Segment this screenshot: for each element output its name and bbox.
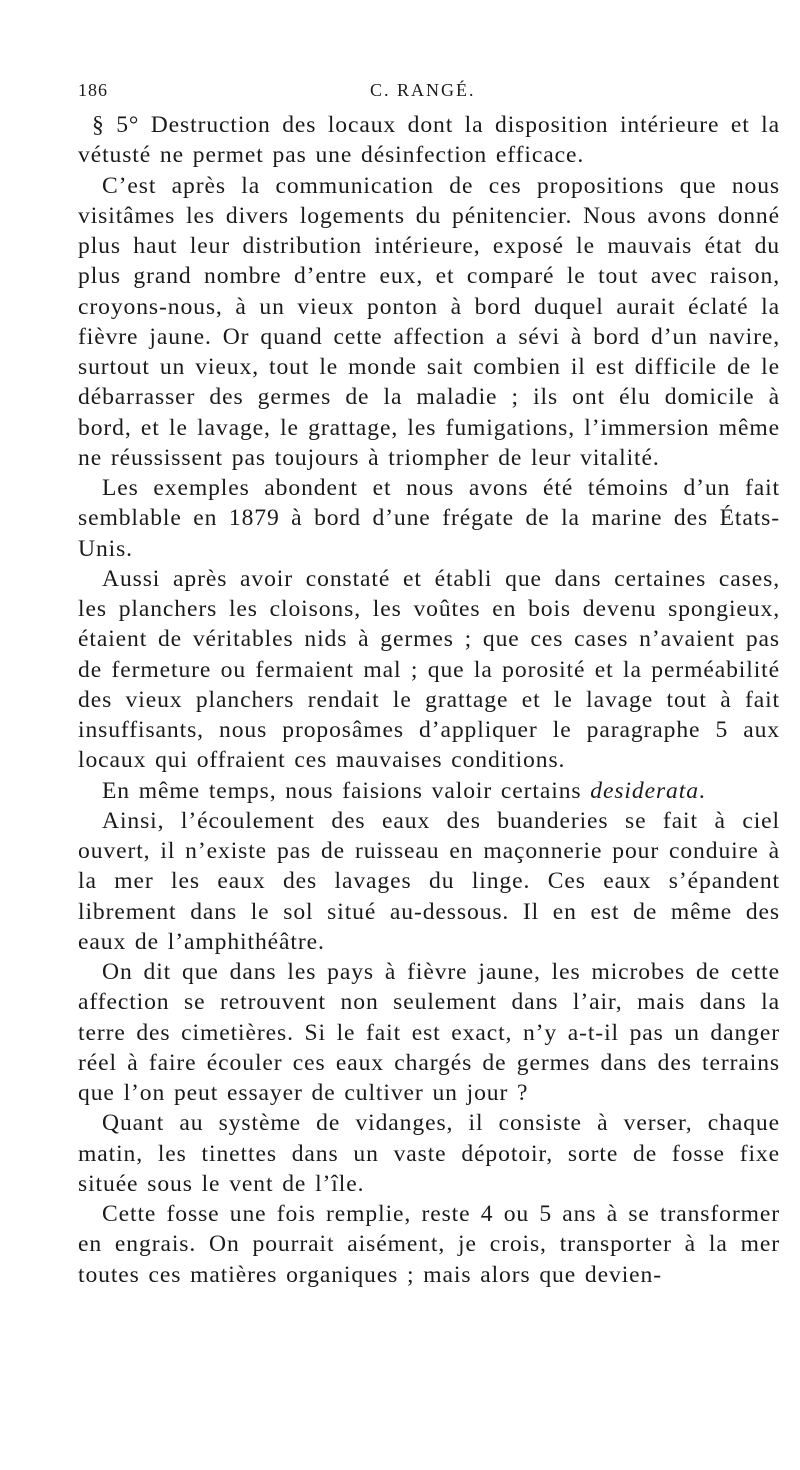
desiderata-lead: En même temps, nous faisions valoir certains [102, 777, 582, 804]
paragraph-fosse: Cette fosse une fois remplie, reste 4 ou 5 ans à se transformer en engrais. On pourrait aisément, je crois, transporter à la mer toutes ces matières organiques ; mais alors que devien- [78, 1201, 780, 1288]
paragraph-desiderata-intro [78, 776, 780, 806]
body-text [78, 110, 780, 1290]
paragraph-visite-des-logements: C’est après la communication de ces propositions que nous visitâmes les divers logements du pénitencier. Nous avons donné plus haut leur distribution intérieure, exposé le mauvais état du plus grand nombre d’entre eux, et comparé le tout avec raison, croyons-nous, à un vieux ponton à bord duquel aurait éclaté la fièvre jaune. Or quand cette affection a sévi à bord d’un navire, surtout un vieux, tout le monde sait combien il est difficile de le débarrasser des germes de la maladie ; ils ont élu domicile à bord, et le lavage, le grattage, les fumigations, l’immersion même ne réussissent pas toujours à triompher de leur vitalité. [78, 172, 780, 471]
paragraph-destruction-des-locaux: § 5° Destruction des locaux dont la disposition intérieure et la vétusté ne permet pas une désinfection efficace. [78, 112, 780, 169]
paragraph-ecoulement-des-eaux: Ainsi, l’écoulement des eaux des buanderies se fait à ciel ouvert, il n’existe pas de ruisseau en maçonnerie pour conduire à la mer les eaux des lavages du linge. Ces eaux s’épandent librement dans le sol situé au-dessous. Il en est de même des eaux de l’amphithéâtre. [78, 807, 780, 955]
desiderata-term: desiderata [590, 777, 699, 804]
page-header-title: C. RANGÉ. [370, 80, 476, 100]
running-head [78, 80, 780, 110]
paragraph-constatations: Aussi après avoir constaté et établi que dans certaines cases, les planchers les cloisons, les voûtes en bois devenu spongieux, étaient de véritables nids à germes ; que ces cases n’avaient pas de fermeture ou fermaient mal ; que la porosité et la perméabilité des vieux planchers rendait le grattage et le lavage tout à fait insuffisants, nous proposâmes d’appliquer le paragraphe 5 aux locaux qui offraient ces mauvaises conditions. [78, 565, 780, 774]
desiderata-tail: . [698, 777, 706, 804]
paragraph-vidanges: Quant au système de vidanges, il consiste à verser, chaque matin, les tinettes dans un vaste dépotoir, sorte de fosse fixe située sous le vent de l’île. [78, 1110, 780, 1197]
paragraph-microbes: On dit que dans les pays à fièvre jaune, les microbes de cette affection se retrouvent non seulement dans l’air, mais dans la terre des cimetières. Si le fait est exact, n’y a-t-il pas un danger réel à faire écouler ces eaux chargés de germes dans des terrains que l’on peut essayer de cultiver un jour ? [78, 959, 780, 1106]
paragraph-exemples: Les exemples abondent et nous avons été témoins d’un fait semblable en 1879 à bord d’une frégate de la marine des États-Unis. [78, 475, 780, 562]
page-number: 186 [78, 80, 108, 100]
